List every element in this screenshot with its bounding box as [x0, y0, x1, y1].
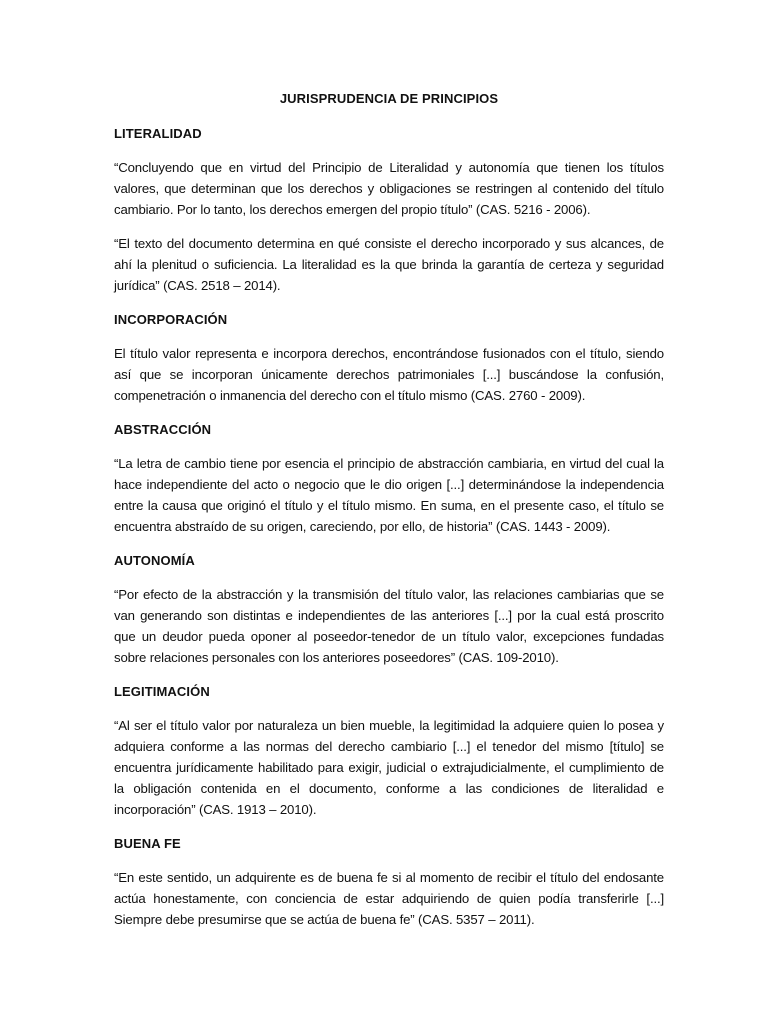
- section-heading-buena-fe: BUENA FE: [114, 836, 181, 851]
- section-heading-abstraccion: ABSTRACCIÓN: [114, 422, 212, 437]
- paragraph: “La letra de cambio tiene por esencia el principio de abstracción cambiaria, en virtud del cual la hace independiente del acto o negocio que le dio origen [...] determinándose la independencia entre la causa que originó el título y el título mismo. En suma, en el presente caso, el título se encuentra abstraído de su origen, careciendo, por ello, de historia” (CAS. 1443 - 2009).: [114, 456, 664, 534]
- paragraph: “El texto del documento determina en qué consiste el derecho incorporado y sus alcances, de ahí la plenitud o suficiencia. La literalidad es la que brinda la garantía de certeza y seguridad jurídica” (CAS. 2518 – 2014).: [114, 236, 664, 293]
- section-legitimacion: [114, 681, 664, 820]
- section-autonomia: [114, 550, 664, 668]
- section-incorporacion: [114, 309, 664, 406]
- paragraph: El título valor representa e incorpora derechos, encontrándose fusionados con el título, siendo así que se incorporan únicamente derechos patrimoniales [...] buscándose la confusión, compenetración o inmanencia del derecho con el título mismo (CAS. 2760 - 2009).: [114, 346, 664, 403]
- section-heading-autonomia: AUTONOMÍA: [114, 553, 195, 568]
- paragraph: “Por efecto de la abstracción y la transmisión del título valor, las relaciones cambiarias que se van generando son distintas e independientes de las anteriores [...] por la cual está proscrito que un deudor pueda oponer al poseedor-tenedor de un título valor, excepciones fundadas sobre relaciones personales con los anteriores poseedores” (CAS. 109-2010).: [114, 587, 664, 665]
- section-heading-legitimacion: LEGITIMACIÓN: [114, 684, 210, 699]
- section-literalidad: [114, 123, 664, 296]
- document-title: JURISPRUDENCIA DE PRINCIPIOS: [279, 91, 499, 106]
- section-buena-fe: [114, 833, 664, 930]
- paragraph: “Concluyendo que en virtud del Principio de Literalidad y autonomía que tienen los títulos valores, que determinan que los derechos y obligaciones se restringen al contenido del título cambiario. Por lo tanto, los derechos emergen del propio título” (CAS. 5216 - 2006).: [114, 160, 664, 217]
- section-heading-literalidad: LITERALIDAD: [114, 126, 202, 141]
- paragraph: “En este sentido, un adquirente es de buena fe si al momento de recibir el título del endosante actúa honestamente, con conciencia de estar adquiriendo de quien podía transferirle [...] Siempre debe presumirse que se actúa de buena fe” (CAS. 5357 – 2011).: [114, 870, 664, 927]
- paragraph: “Al ser el título valor por naturaleza un bien mueble, la legitimidad la adquiere quien lo posea y adquiera conforme a las normas del derecho cambiario [...] el tenedor del mismo [título] se encuentra jurídicamente habilitado para exigir, judicial o extrajudicialmente, el cumplimiento de la obligación contenida en el documento, conforme a las condiciones de literalidad e incorporación” (CAS. 1913 – 2010).: [114, 718, 664, 817]
- document-page: [114, 88, 664, 943]
- section-heading-incorporacion: INCORPORACIÓN: [114, 312, 228, 327]
- section-abstraccion: [114, 419, 664, 537]
